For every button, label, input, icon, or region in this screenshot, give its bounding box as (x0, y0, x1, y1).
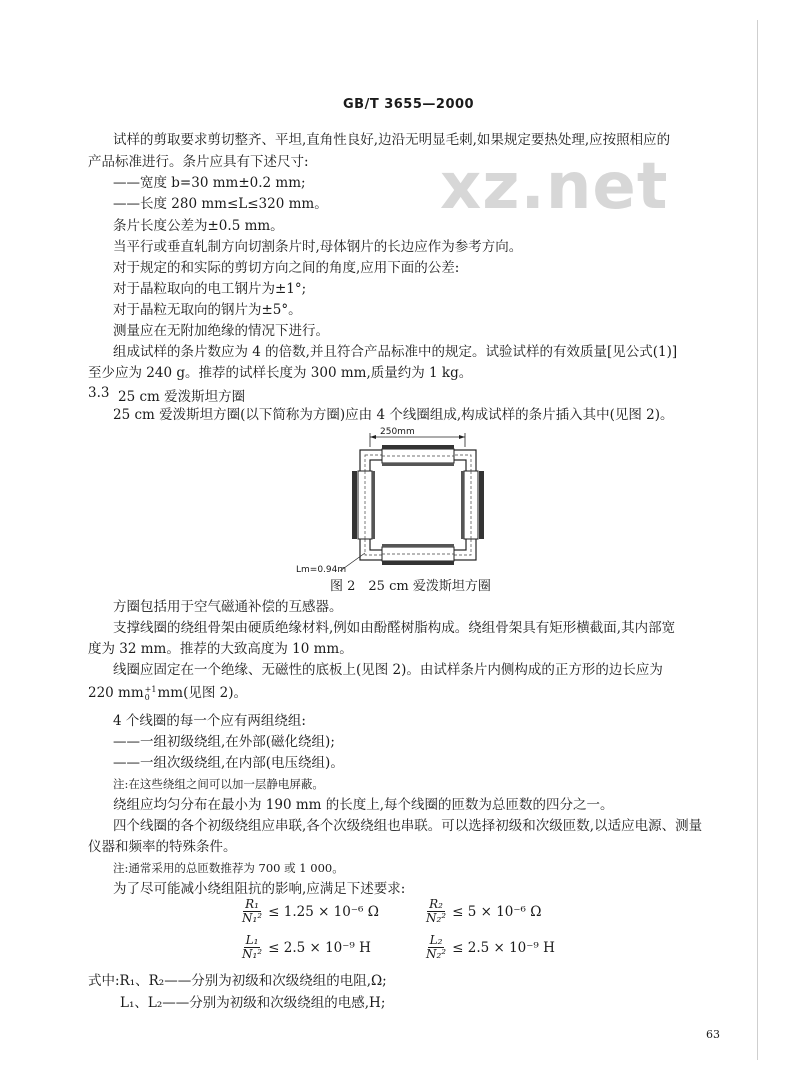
numerator: L₁ (245, 933, 259, 947)
inequality: ≤ 2.5 × 10⁻⁹ H (268, 939, 371, 956)
numerator: R₁ (245, 897, 259, 911)
fraction (424, 934, 448, 961)
paragraph-line: 试样的剪取要求剪切整齐、平坦,直角性良好,边沿无明显毛刺,如果规定要热处理,应按照相应的 (113, 132, 671, 148)
denominator: N₂² (426, 911, 447, 925)
inequality: ≤ 5 × 10⁻⁶ Ω (452, 903, 542, 920)
series-text: 四个线圈的各个初级绕组应串联,各个次级绕组也串联。可以选择初级和次级匝数,以适应电源、测量 (113, 818, 703, 834)
watermark: xz.net (440, 150, 669, 224)
impedance-intro: 为了尽可能减小绕组阻抗的影响,应满足下述要求: (113, 881, 406, 897)
where-inductance: L₁、L₂——分别为初级和次级绕组的电感,H; (120, 995, 386, 1011)
length-spec: ——长度 280 mm≤L≤320 mm。 (113, 196, 328, 212)
frame-text: 支撑线圈的绕组骨架由硬质绝缘材料,例如由酚醛树脂构成。绕组骨架具有矩形横截面,其内部宽 (113, 620, 676, 636)
secondary-winding: ——一组次级绕组,在内部(电压绕组)。 (113, 755, 344, 771)
formula-r2 (424, 898, 541, 925)
fraction (240, 898, 264, 925)
scan-edge-line (757, 20, 758, 1060)
where-resistance: 式中:R₁、R₂——分别为初级和次级绕组的电阻,Ω; (88, 973, 387, 989)
denominator: N₁² (242, 911, 263, 925)
denominator: N₂² (426, 947, 447, 961)
fraction (240, 934, 264, 961)
figure-caption: 图 2 25 cm 爱泼斯坦方圈 (330, 579, 491, 594)
dimension-label: 250mm (380, 427, 415, 437)
inequality: ≤ 1.25 × 10⁻⁶ Ω (268, 903, 379, 920)
epstein-square-figure (296, 425, 500, 585)
base-dimension-value: 220 mm (88, 685, 144, 701)
inequality: ≤ 2.5 × 10⁻⁹ H (452, 939, 555, 956)
primary-winding: ——一组初级绕组,在外部(磁化绕组); (113, 734, 335, 750)
formula-l2 (424, 934, 555, 961)
note-shield: 注:在这些绕组之间可以加一层静电屏蔽。 (113, 777, 324, 791)
width-spec: ——宽度 b=30 mm±0.2 mm; (113, 175, 306, 191)
non-oriented-tolerance: 对于晶粒无取向的钢片为±5°。 (113, 302, 302, 318)
fraction (424, 898, 448, 925)
reference-direction: 当平行或垂直轧制方向切割条片时,母体钢片的长边应作为参考方向。 (113, 239, 523, 255)
base-dimension-text (88, 684, 247, 702)
length-tolerance: 条片长度公差为±0.5 mm。 (113, 218, 284, 234)
two-windings-text: 4 个线圈的每一个应有两组绕组: (113, 713, 306, 729)
tolerance-stack (145, 686, 157, 702)
no-insulation-note: 测量应在无附加绝缘的情况下进行。 (113, 323, 329, 339)
base-text: 线圈应固定在一个绝缘、无磁性的底板上(见图 2)。由试样条片内侧构成的正方形的边长应为 (113, 662, 663, 678)
angle-tolerance-intro: 对于规定的和实际的剪切方向之间的角度,应用下面的公差: (113, 260, 460, 276)
note-turns: 注:通常采用的总匝数推荐为 700 或 1 000。 (113, 861, 344, 875)
series-text: 仪器和频率的特殊条件。 (88, 839, 237, 855)
denominator: N₁² (242, 947, 263, 961)
tolerance-lower: 0 (144, 692, 150, 702)
section-number: 3.3 (88, 385, 110, 401)
magnetic-path-label: Lm=0.94m (296, 565, 347, 575)
section-body: 25 cm 爱泼斯坦方圈(以下简称为方圈)应由 4 个线圈组成,构成试样的条片插入其中(见图 2)。 (113, 407, 674, 423)
tolerance-upper: +1 (144, 684, 157, 694)
formula-r1 (240, 898, 379, 925)
strip-count-line: 组成试样的条片数应为 4 的倍数,并且符合产品标准中的规定。试验试样的有效质量[见公式(1)] (113, 344, 678, 360)
epstein-square-diagram (310, 425, 500, 585)
strip-count-line: 至少应为 240 g。推荐的试样长度为 300 mm,质量约为 1 kg。 (88, 365, 473, 381)
formula-l1 (240, 934, 371, 961)
winding-distribution: 绕组应均匀分布在最小为 190 mm 的长度上,每个线圈的匝数为总匝数的四分之一。 (113, 797, 614, 813)
paragraph-line: 产品标准进行。条片应具有下述尺寸: (88, 154, 309, 170)
frame-text: 度为 32 mm。推荐的大致高度为 10 mm。 (88, 641, 353, 657)
grain-oriented-tolerance: 对于晶粒取向的电工钢片为±1°; (113, 281, 307, 297)
mutual-inductor-text: 方圈包括用于空气磁通补偿的互感器。 (113, 599, 343, 615)
page-header-standard-no: GB/T 3655—2000 (343, 97, 475, 112)
numerator: L₂ (429, 933, 443, 947)
numerator: R₂ (429, 897, 443, 911)
page-number: 63 (706, 1028, 720, 1041)
base-dimension-tail: mm(见图 2)。 (157, 685, 247, 701)
section-title: 25 cm 爱泼斯坦方圈 (118, 389, 246, 405)
